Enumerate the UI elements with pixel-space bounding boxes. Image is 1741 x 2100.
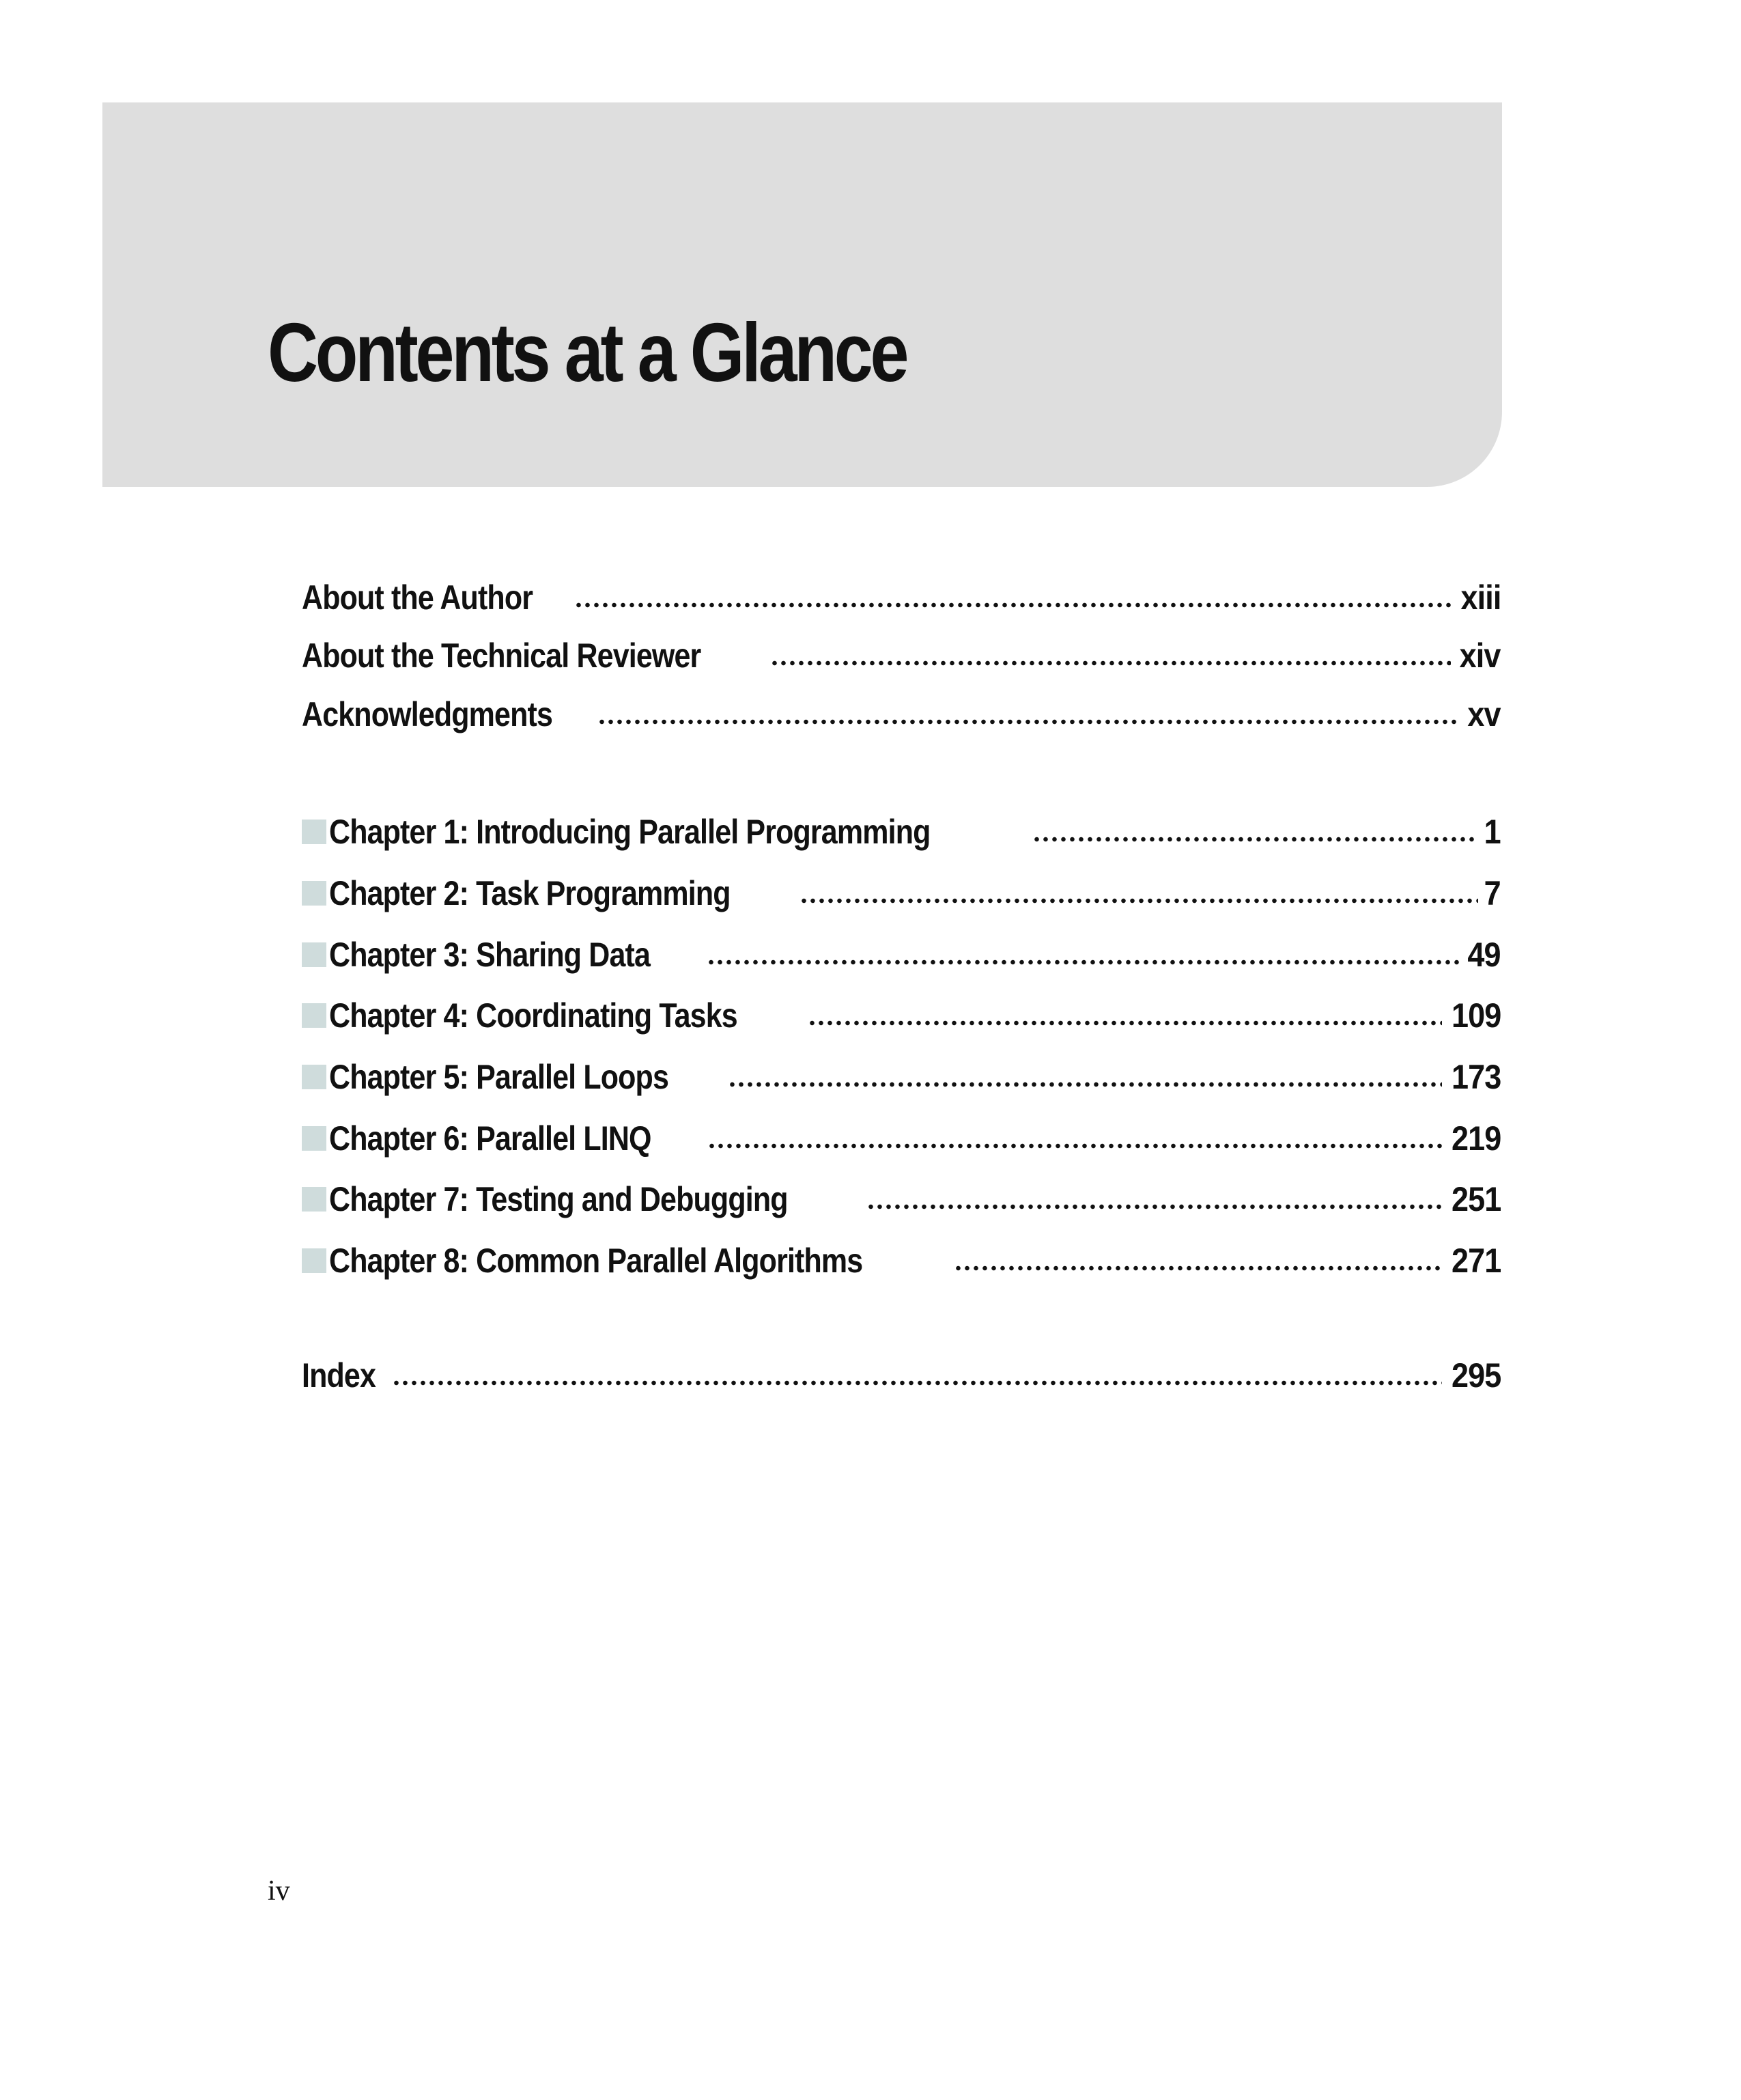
header-band: [102, 102, 1502, 487]
toc-entry-page: 271: [1451, 1242, 1501, 1280]
toc-entry-chapter-2[interactable]: [302, 873, 1501, 914]
toc-entry-chapter-7[interactable]: [302, 1179, 1501, 1220]
toc-entry-page: 219: [1451, 1119, 1501, 1158]
page-folio: iv: [268, 1875, 290, 1907]
chapter-marker-icon: [302, 820, 326, 844]
dot-leader: [770, 660, 1452, 667]
toc-entry-label: Chapter 2: Task Programming: [329, 874, 731, 912]
toc-entry-page: xiii: [1460, 578, 1501, 617]
dot-leader: [866, 1203, 1442, 1210]
chapter-marker-icon: [302, 1065, 326, 1089]
dot-leader: [808, 1020, 1441, 1026]
toc-entry-label: Chapter 3: Sharing Data: [329, 936, 651, 974]
toc-entry-chapter-3[interactable]: [302, 934, 1501, 975]
toc-entry-chapter-5[interactable]: [302, 1056, 1501, 1097]
toc-entry-page: 295: [1451, 1356, 1501, 1395]
toc-entry-chapter-8[interactable]: [302, 1240, 1501, 1281]
toc-entry-index[interactable]: [302, 1355, 1501, 1396]
toc-entry-acknowledgments[interactable]: [302, 694, 1501, 735]
toc-entry-about-reviewer[interactable]: [302, 635, 1501, 676]
toc-entry-label: Index: [302, 1356, 376, 1395]
toc-entry-page: 109: [1451, 996, 1501, 1035]
dot-leader: [728, 1081, 1442, 1088]
toc-entry-label: Chapter 1: Introducing Parallel Programming: [329, 813, 931, 851]
toc-entry-label: Acknowledgments: [302, 695, 553, 733]
dot-leader: [707, 959, 1460, 966]
toc-entry-page: xiv: [1460, 636, 1501, 675]
chapter-marker-icon: [302, 1248, 326, 1273]
chapter-marker-icon: [302, 1187, 326, 1212]
toc-entry-label: Chapter 6: Parallel LINQ: [329, 1119, 651, 1158]
dot-leader: [574, 602, 1452, 608]
toc-entry-about-author[interactable]: [302, 577, 1501, 618]
dot-leader: [954, 1265, 1442, 1272]
chapter-marker-icon: [302, 942, 326, 967]
chapter-marker-icon: [302, 881, 326, 906]
dot-leader: [392, 1380, 1442, 1386]
toc-entry-chapter-1[interactable]: [302, 811, 1501, 852]
page-title: Contents at a Glance: [268, 306, 907, 399]
toc-entry-page: xv: [1467, 695, 1501, 733]
chapter-marker-icon: [302, 1003, 326, 1028]
toc-entry-chapter-4[interactable]: [302, 995, 1501, 1036]
dot-leader: [1032, 836, 1478, 843]
dot-leader: [707, 1143, 1441, 1149]
toc-entry-label: Chapter 5: Parallel Loops: [329, 1058, 669, 1096]
toc-entry-label: About the Author: [302, 578, 533, 617]
dot-leader: [597, 718, 1460, 725]
toc-entry-label: Chapter 8: Common Parallel Algorithms: [329, 1242, 863, 1280]
toc-entry-label: Chapter 4: Coordinating Tasks: [329, 996, 737, 1035]
toc-entry-page: 251: [1451, 1180, 1501, 1218]
toc-entry-label: Chapter 7: Testing and Debugging: [329, 1180, 788, 1218]
chapter-marker-icon: [302, 1126, 326, 1151]
dot-leader: [799, 897, 1478, 904]
toc-entry-label: About the Technical Reviewer: [302, 636, 701, 675]
toc-entry-chapter-6[interactable]: [302, 1118, 1501, 1159]
toc-entry-page: 49: [1467, 936, 1501, 974]
toc-entry-page: 173: [1451, 1058, 1501, 1096]
toc-entry-page: 7: [1484, 874, 1501, 912]
toc-entry-page: 1: [1484, 813, 1501, 851]
